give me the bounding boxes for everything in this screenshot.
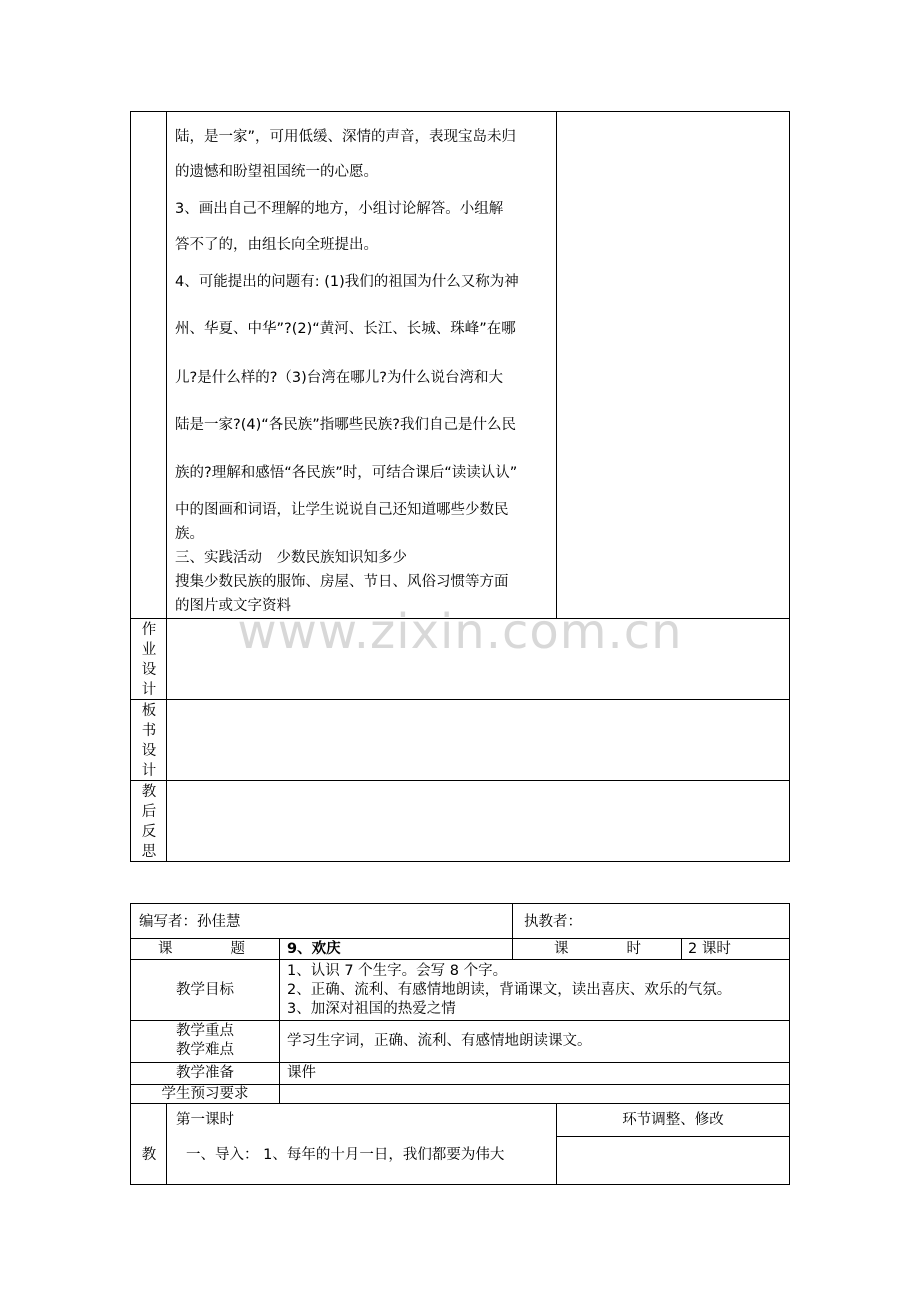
key-points-label: 教学重点 [176, 1023, 234, 1039]
intro-line: 一、导入： 1、每年的十月一日，我们都要为伟大 [186, 1147, 505, 1163]
goal-item: 1、认识 7 个生字。会写 8 个字。 [287, 963, 508, 979]
content-line: 陆是一家?(4)“各民族”指哪些民族?我们自己是什么民 [175, 417, 516, 433]
content-line: 中的图画和词语，让学生说说自己还知道哪些少数民 [175, 502, 509, 518]
content-line: 的遗憾和盼望祖国统一的心愿。 [175, 164, 378, 180]
watermark: www.zixin.com.cn [237, 604, 683, 660]
topic-value: 9、欢庆 [287, 941, 341, 957]
author-field: 编写者：孙佳慧 [139, 914, 241, 930]
goal-item: 2、正确、流利、有感情地朗读，背诵课文，读出喜庆、欢乐的气氛。 [287, 982, 732, 998]
topic-label: 课 题 [158, 941, 245, 957]
goal-item: 3、加深对祖国的热爱之情 [287, 1001, 456, 1017]
key-points-value: 学习生字词，正确、流利、有感情地朗读课文。 [287, 1033, 592, 1049]
prep-label: 教学准备 [176, 1065, 234, 1081]
first-lesson-heading: 第一课时 [176, 1112, 234, 1128]
content-line: 儿?是什么样的?（3)台湾在哪儿?为什么说台湾和大 [175, 370, 503, 386]
preview-label: 学生预习要求 [161, 1086, 249, 1102]
difficulties-label: 教学难点 [176, 1042, 234, 1058]
prep-value: 课件 [287, 1065, 316, 1081]
hours-value: 2 课时 [688, 941, 731, 957]
content-line: 陆，是一家”，可用低缓、深情的声音，表现宝岛未归 [175, 129, 517, 145]
content-line: 州、华夏、中华”?(2)“黄河、长江、长城、珠峰”在哪 [175, 321, 516, 337]
content-line: 的图片或文字资料 [175, 598, 291, 614]
goals-label: 教学目标 [176, 982, 234, 998]
process-label: 教 [141, 1147, 157, 1163]
teacher-field: 执教者： [524, 914, 582, 930]
content-line: 答不了的，由组长向全班提出。 [175, 237, 378, 253]
content-line: 搜集少数民族的服饰、房屋、节日、风俗习惯等方面 [175, 574, 509, 590]
hours-label: 课 时 [554, 941, 641, 957]
content-line: 4、可能提出的问题有: (1)我们的祖国为什么又称为神 [175, 274, 519, 290]
adjust-heading: 环节调整、修改 [622, 1112, 724, 1128]
content-line: 族。 [175, 526, 204, 542]
content-line: 三、实践活动 少数民族知识知多少 [175, 550, 407, 566]
content-line: 族的?理解和感悟“各民族”时，可结合课后“读读认认” [175, 465, 518, 481]
content-line: 3、画出自己不理解的地方，小组讨论解答。小组解 [175, 201, 504, 217]
